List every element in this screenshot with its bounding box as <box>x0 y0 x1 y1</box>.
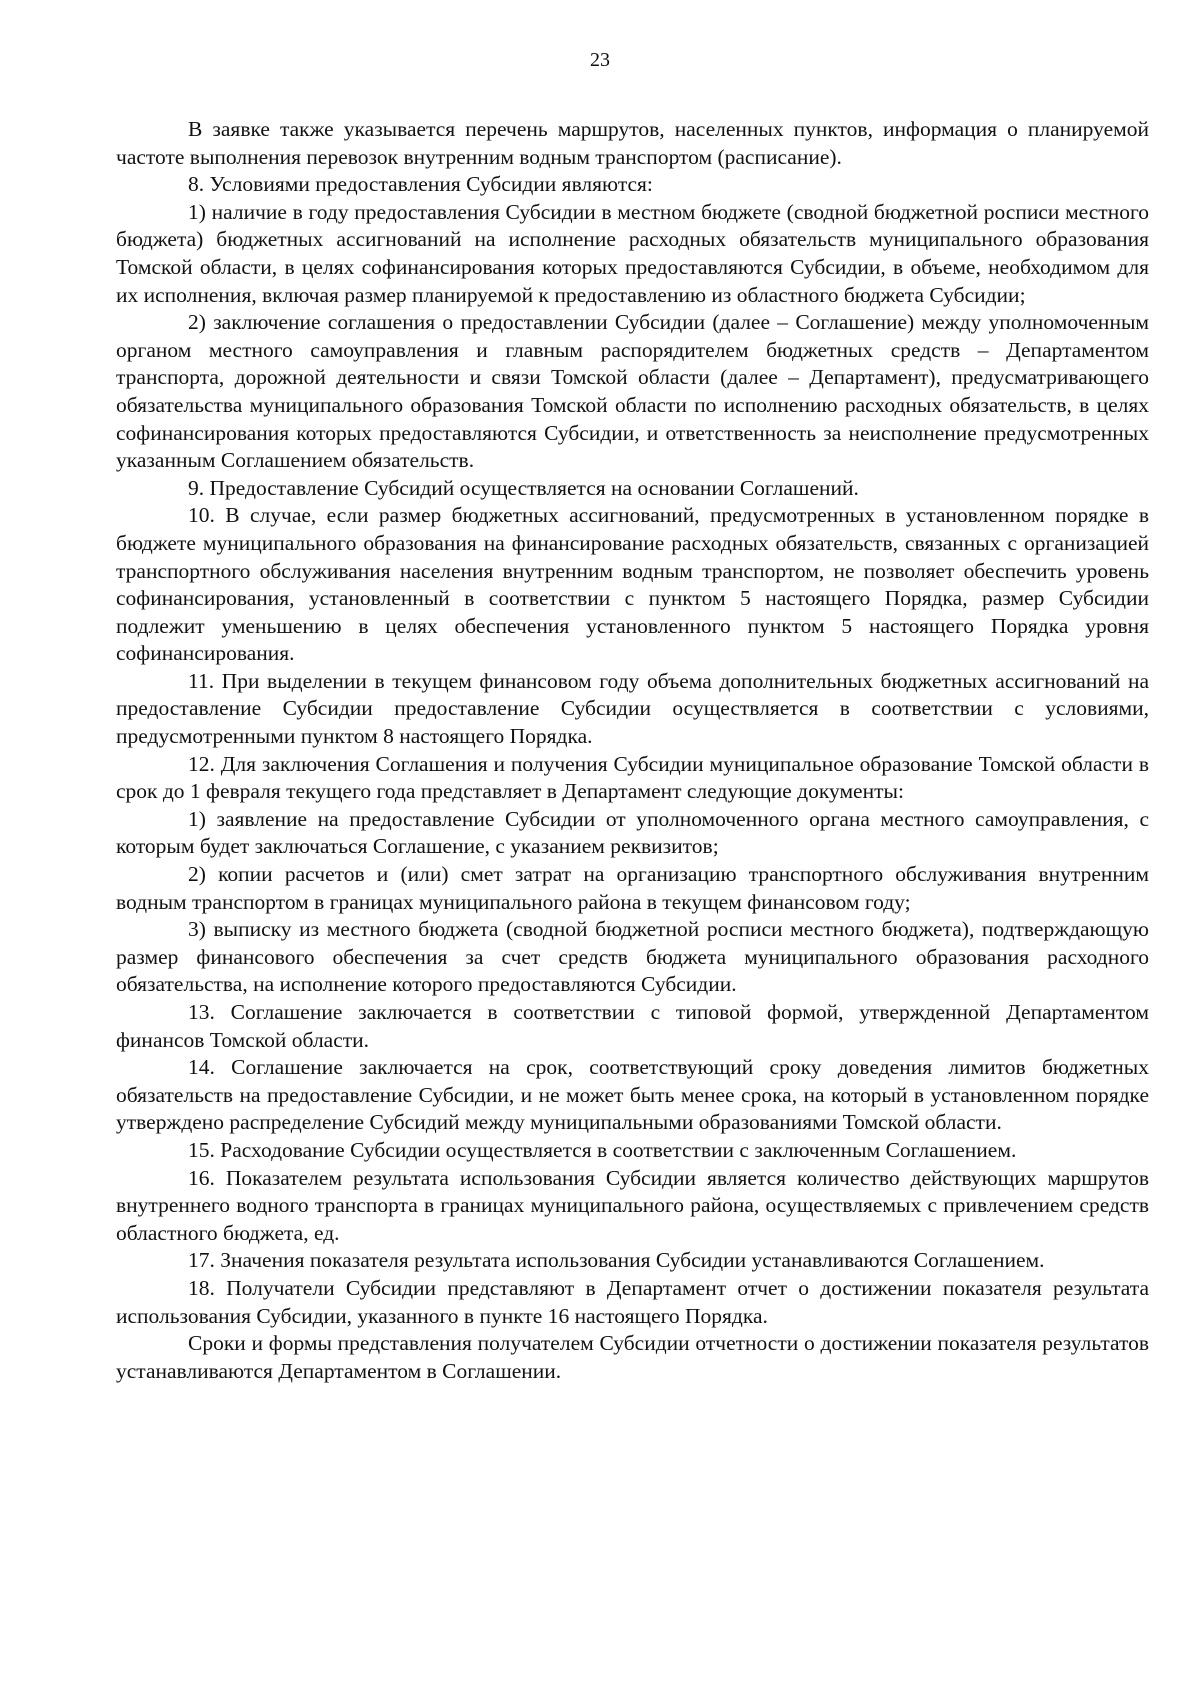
paragraph-14: 14. Соглашение заключается на срок, соответствующий сроку доведения лимитов бюджетных обязательств на предоставление Субсидии, и не может быть менее срока, на который в установленном порядке утверждено распределение Субсидий между муниципальными образованиями Томской области. <box>116 1055 1149 1135</box>
paragraph-15: 15. Расходование Субсидии осуществляется в соответствии с заключенным Соглашением. <box>188 1137 1017 1162</box>
paragraph-12: 12. Для заключения Соглашения и получения Субсидии муниципальное образование Томской области в срок до 1 февраля текущего года представляет в Департамент следующие документы: <box>116 751 1149 804</box>
paragraph-12-item-1: 1) заявление на предоставление Субсидии от уполномоченного органа местного самоуправления, с которым будет заключаться Соглашение, с указанием реквизитов; <box>116 806 1149 859</box>
paragraph-12-item-2: 2) копии расчетов и (или) смет затрат на организацию транспортного обслуживания внутренним водным транспортом в границах муниципального района в текущем финансовом году; <box>116 862 1149 914</box>
paragraph-12-item-3: 3) выписку из местного бюджета (сводной бюджетной росписи местного бюджета), подтверждающую размер финансового обеспечения за счет средств бюджета муниципального образования расходного обязательства, на исполнение которого предоставляются Субсидии. <box>116 917 1149 997</box>
page-number: 23 <box>590 49 610 71</box>
paragraph-10: 10. В случае, если размер бюджетных ассигнований, предусмотренных в установленном порядке в бюджете муниципального образования на финансирование расходных обязательств, связанных с организацией транспортного обслуживания населения внутренним водным транспортом, не позволяет обеспечить уровень софинансирования, установленный в соответствии с пунктом 5 настоящего Порядка, размер Субсидии подлежит уменьшению в целях обеспечения установленного пунктом 5 настоящего Порядка уровня софинансирования. <box>116 503 1149 666</box>
paragraph-8-item-1: 1) наличие в году предоставления Субсидии в местном бюджете (сводной бюджетной росписи местного бюджета) бюджетных ассигнований на исполнение расходных обязательств муниципального образования Томской области, в целях софинансирования которых предоставляются Субсидии, в объеме, необходимом для их исполнения, включая размер планируемой к предоставлению из областного бюджета Субсидии; <box>116 199 1149 307</box>
paragraph-13: 13. Соглашение заключается в соответствии с типовой формой, утвержденной Департаментом финансов Томской области. <box>116 1000 1149 1052</box>
paragraph-18: 18. Получатели Субсидии представляют в Департамент отчет о достижении показателя результата использования Субсидии, указанного в пункте 16 настоящего Порядка. <box>116 1275 1149 1328</box>
paragraph-17: 17. Значения показателя результата использования Субсидии устанавливаются Соглашением. <box>188 1248 1045 1273</box>
paragraph-11: 11. При выделении в текущем финансовом году объема дополнительных бюджетных ассигнований на предоставление Субсидии предоставление Субсидии осуществляется в соответствии с условиями, предусмотренными пунктом 8 настоящего Порядка. <box>116 668 1149 749</box>
paragraph-9: 9. Предоставление Субсидий осуществляется на основании Соглашений. <box>188 475 859 500</box>
paragraph-application-details: В заявке также указывается перечень маршрутов, населенных пунктов, информация о планируемой частоте выполнения перевозок внутренним водным транспортом (расписание). <box>116 117 1149 169</box>
paragraph-8-conditions: 8. Условиями предоставления Субсидии являются: <box>188 172 653 197</box>
paragraph-reporting-terms: Сроки и формы представления получателем Субсидии отчетности о достижении показателя результатов устанавливаются Департаментом в Соглашении. <box>116 1331 1149 1383</box>
document-body <box>116 116 1149 1385</box>
paragraph-8-item-2: 2) заключение соглашения о предоставлении Субсидии (далее – Соглашение) между уполномоченным органом местного самоуправления и главным распорядителем бюджетных средств – Департаментом транспорта, дорожной деятельности и связи Томской области (далее – Департамент), предусматривающего обязательства муниципального образования Томской области по исполнению расходных обязательств, в целях софинансирования которых предоставляются Субсидии, и ответственность за неисполнение предусмотренных указанным Соглашением обязательств. <box>116 310 1149 473</box>
paragraph-16: 16. Показателем результата использования Субсидии является количество действующих маршрутов внутреннего водного транспорта в границах муниципального района, осуществляемых с привлечением средств областного бюджета, ед. <box>116 1165 1149 1245</box>
